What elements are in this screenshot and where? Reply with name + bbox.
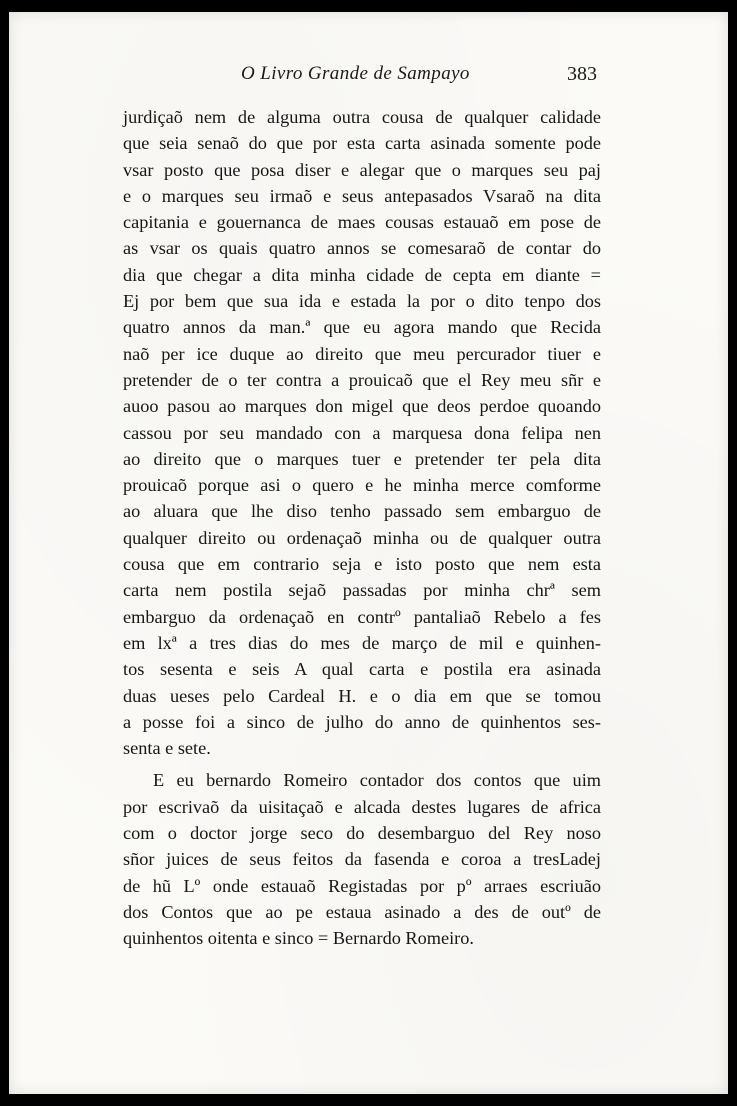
text-line: ao direito que o marques tuer e pretender ter pela dita <box>123 448 601 469</box>
text-line: que seia senaõ do que por esta carta asinada somente pode <box>123 133 601 154</box>
text-line: qualquer direito ou ordenaçaõ minha ou de qualquer outra <box>123 527 601 548</box>
text-line: com o doctor jorge seco do desembarguo del Rey noso <box>123 823 601 844</box>
text-line: de hũ Lº onde estauaõ Registadas por pº arraes escriuão <box>123 875 601 896</box>
running-title: O Livro Grande de Sampayo <box>241 63 470 84</box>
paragraph-2 <box>123 767 601 951</box>
text-line: por escrivaõ da uisitaçaõ e alcada destes lugares de africa <box>123 796 601 817</box>
text-line: vsar posto que posa diser e alegar que o marques seu paj <box>123 159 601 180</box>
text-line: pretender de o ter contra a prouicaõ que el Rey meu sñr e <box>123 369 601 390</box>
text-line: capitania e gouernanca de maes cousas estauaõ em pose de <box>123 212 601 233</box>
text-line: e o marques seu irmaõ e seus antepasados Vsaraõ na dita <box>123 185 601 206</box>
text-line: naõ per ice duque ao direito que meu percurador tiuer e <box>123 343 601 364</box>
text-line: carta nem postila sejaõ passadas por minha chrª sem <box>123 580 601 601</box>
text-line: dos Contos que ao pe estaua asinado a des de outº de <box>123 901 601 922</box>
text-line: quatro annos da man.ª que eu agora mando que Recida <box>123 317 601 338</box>
text-line: prouicaõ porque asi o quero e he minha merce comforme <box>123 475 601 496</box>
text-line: jurdiçaõ nem de alguma outra cousa de qualquer calidade <box>123 107 601 127</box>
text-line: Ej por bem que sua ida e estada la por o dito tenpo dos <box>123 291 601 312</box>
text-line: em lxª a tres dias do mes de março de mil e quinhen- <box>123 632 601 653</box>
text-line: senta e sete. <box>123 738 211 759</box>
text-line: dia que chegar a dita minha cidade de cepta em diante = <box>123 264 601 285</box>
paragraph-1 <box>123 104 601 761</box>
text-line: a posse foi a sinco de julho do anno de quinhentos ses- <box>123 711 601 732</box>
page-number: 383 <box>567 63 597 85</box>
text-line: embarguo da ordenaçaõ en contrº pantaliaõ Rebelo a fes <box>123 606 601 627</box>
text-line: cousa que em contrario seja e isto posto que nem esta <box>123 554 601 575</box>
book-page <box>9 12 728 1094</box>
text-line: as vsar os quais quatro annos se comesaraõ de contar do <box>123 238 601 259</box>
text-line: duas ueses pelo Cardeal H. e o dia em que se tomou <box>123 685 601 706</box>
text-line: auoo pasou ao marques don migel que deos perdoe quoando <box>123 396 601 417</box>
text-line: E eu bernardo Romeiro contador dos contos que uim <box>153 770 601 791</box>
text-line: cassou por seu mandado con a marquesa dona felipa nen <box>123 422 601 443</box>
page-header <box>9 61 728 91</box>
text-line: ao aluara que lhe diso tenho passado sem embarguo de <box>123 501 601 522</box>
body-text <box>123 104 601 952</box>
text-line: tos sesenta e seis A qual carta e postila era asinada <box>123 659 601 680</box>
text-line: sñor juices de seus feitos da fasenda e coroa a tresLadej <box>123 849 601 870</box>
text-line: quinhentos oitenta e sinco = Bernardo Romeiro. <box>123 928 474 949</box>
